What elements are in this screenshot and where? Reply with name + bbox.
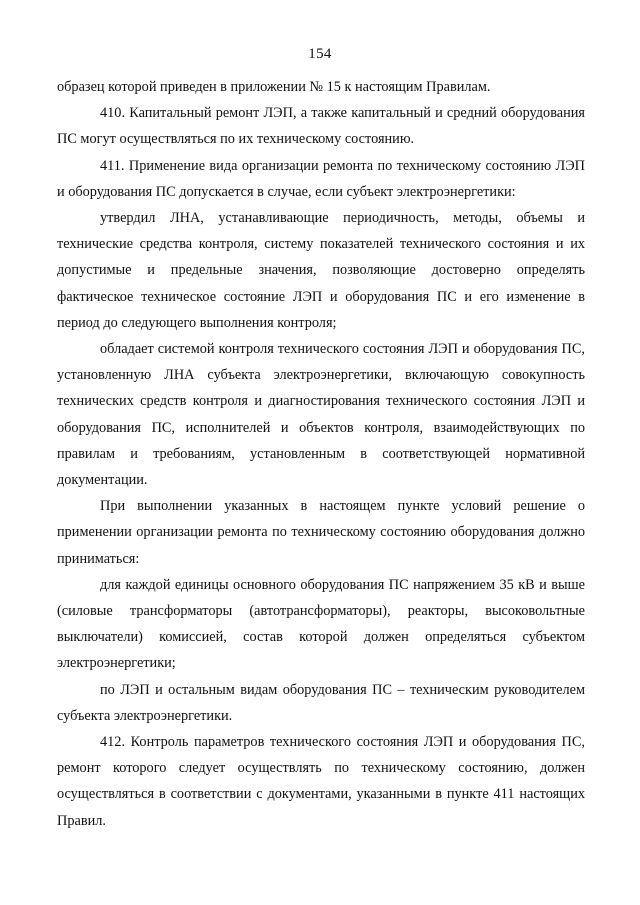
paragraph-411-decision: При выполнении указанных в настоящем пункте условий решение о применении организации ремонта по техническому состоянию оборудования должно приниматься:	[57, 498, 585, 567]
document-body	[57, 74, 585, 834]
paragraph-continuation: образец которой приведен в приложении № 15 к настоящим Правилам.	[57, 79, 491, 95]
paragraph-411-decision-item-1: для каждой единицы основного оборудования ПС напряжением 35 кВ и выше (силовые трансформаторы (автотрансформаторы), реакторы, высоковольтные выключатели) комиссией, состав которой должен определяться субъектом электроэнергетики;	[57, 576, 585, 672]
page-number: 154	[308, 46, 332, 62]
paragraph-411-condition-1: утвердил ЛНА, устанавливающие периодичность, методы, объемы и технические средства контроля, систему показателей технического состояния и их допустимые и предельные значения, позволяющие достоверно определять фактическое техническое состояние ЛЭП и оборудования ПС и его изменение в период до следующего выполнения контроля;	[57, 210, 585, 331]
paragraph-411-condition-2: обладает системой контроля технического состояния ЛЭП и оборудования ПС, установленную ЛНА субъекта электроэнергетики, включающую совокупность технических средств контроля и диагностирования технического состояния ЛЭП и оборудования ПС, исполнителей и объектов контроля, взаимодействующих по правилам и требованиям, установленным в соответствующей нормативной документации.	[57, 341, 585, 489]
paragraph-410: 410. Капитальный ремонт ЛЭП, а также капитальный и средний оборудования ПС могут осуществляться по их техническому состоянию.	[57, 105, 585, 148]
paragraph-411: 411. Применение вида организации ремонта по техническому состоянию ЛЭП и оборудования ПС допускается в случае, если субъект электроэнергетики:	[57, 157, 585, 200]
paragraph-412: 412. Контроль параметров технического состояния ЛЭП и оборудования ПС, ремонт которого следует осуществлять по техническому состоянию, должен осуществляться в соответствии с документами, указанными в пункте 411 настоящих Правил.	[57, 734, 585, 829]
paragraph-411-decision-item-2: по ЛЭП и остальным видам оборудования ПС – техническим руководителем субъекта электроэнергетики.	[57, 681, 585, 724]
